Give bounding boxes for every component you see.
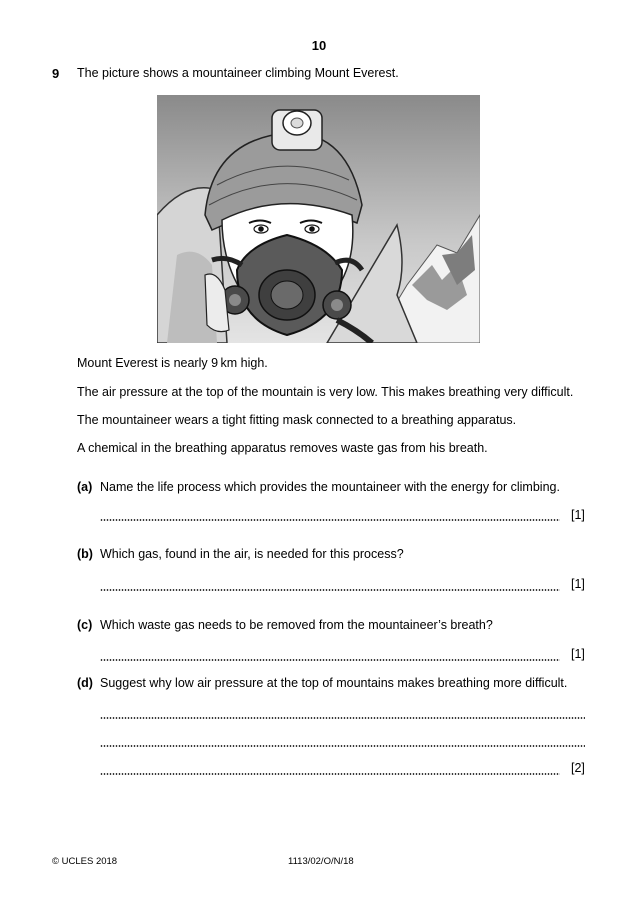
mountaineer-illustration (157, 95, 480, 343)
intro-paragraph: The mountaineer wears a tight fitting mask connected to a breathing apparatus. (77, 413, 517, 427)
part-b-marks: [1] (571, 577, 585, 591)
part-d-marks: [2] (571, 761, 585, 775)
question-number: 9 (52, 66, 60, 81)
part-c-marks: [1] (571, 647, 585, 661)
intro-paragraph: Mount Everest is nearly 9 km high. (77, 356, 268, 370)
intro-paragraph: The air pressure at the top of the mountain is very low. This makes breathing very difficult. (77, 385, 574, 399)
answer-line-a[interactable] (100, 519, 560, 521)
answer-line-c[interactable] (100, 659, 560, 661)
answer-line-d1[interactable] (100, 717, 585, 719)
part-c-label: (c) (77, 618, 93, 632)
part-c-text: Which waste gas needs to be removed from the mountaineer’s breath? (100, 618, 493, 632)
part-b-text: Which gas, found in the air, is needed for this process? (100, 547, 404, 561)
part-a-label: (a) (77, 480, 93, 494)
footer-copyright: © UCLES 2018 (52, 856, 118, 867)
part-a-marks: [1] (571, 508, 585, 522)
page-number: 10 (311, 38, 327, 53)
part-a-text: Name the life process which provides the mountaineer with the energy for climbing. (100, 480, 560, 494)
answer-line-d3[interactable] (100, 773, 560, 775)
answer-line-d2[interactable] (100, 745, 585, 747)
part-b-label: (b) (77, 547, 93, 561)
intro-paragraph: A chemical in the breathing apparatus removes waste gas from his breath. (77, 441, 488, 455)
part-d-text: Suggest why low air pressure at the top of mountains makes breathing more difficult. (100, 676, 568, 690)
footer-code: 1113/02/O/N/18 (288, 856, 354, 867)
answer-line-b[interactable] (100, 589, 560, 591)
part-d-label: (d) (77, 676, 93, 690)
question-intro: The picture shows a mountaineer climbing Mount Everest. (77, 66, 399, 80)
